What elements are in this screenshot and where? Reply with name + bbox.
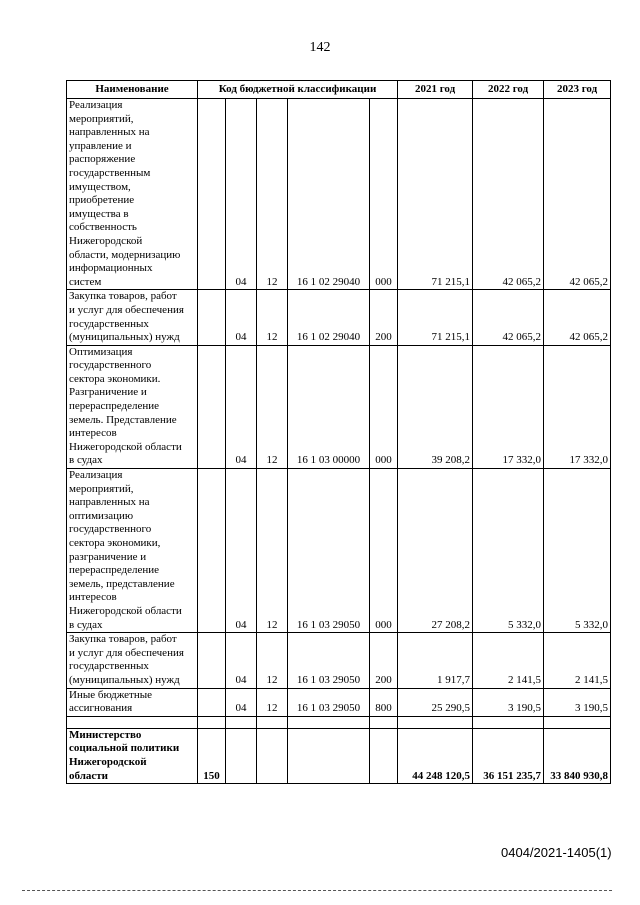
header-2023: 2023 год <box>544 81 611 99</box>
ministry-name: Министерство социальной политики Нижегородской области <box>67 728 198 783</box>
value-2021: 71 215,1 <box>398 290 473 345</box>
code-ministry <box>198 99 226 290</box>
total-2021: 44 248 120,5 <box>398 728 473 783</box>
code-expense-type: 000 <box>370 345 398 468</box>
code-subsection: 12 <box>257 688 288 716</box>
ministry-total-row <box>67 728 611 783</box>
code-subsection: 12 <box>257 633 288 688</box>
value-2022: 17 332,0 <box>473 345 544 468</box>
code-ministry <box>198 345 226 468</box>
ministry-code: 150 <box>198 728 226 783</box>
code-target: 16 1 03 29050 <box>288 688 370 716</box>
row-name: Закупка товаров, работ и услуг для обеспечения государственных (муниципальных) нужд <box>67 633 198 688</box>
value-2022: 42 065,2 <box>473 99 544 290</box>
page-number: 142 <box>309 40 331 55</box>
code-expense-type: 200 <box>370 633 398 688</box>
header-code: Код бюджетной классификации <box>198 81 398 99</box>
row-name: Оптимизация государственного сектора экономики. Разграничение и перераспределение земель. Представление интересов Нижегородской области в судах <box>67 345 198 468</box>
document-code: 0404/2021-1405(1) <box>501 845 612 860</box>
code-expense-type: 200 <box>370 290 398 345</box>
value-2022: 2 141,5 <box>473 633 544 688</box>
value-2022: 3 190,5 <box>473 688 544 716</box>
value-2021: 27 208,2 <box>398 469 473 633</box>
table-row <box>67 688 611 716</box>
total-2022: 36 151 235,7 <box>473 728 544 783</box>
code-ministry <box>198 688 226 716</box>
value-2021: 71 215,1 <box>398 99 473 290</box>
code-target: 16 1 02 29040 <box>288 290 370 345</box>
table-row <box>67 469 611 633</box>
row-name: Иные бюджетные ассигнования <box>67 688 198 716</box>
row-name: Закупка товаров, работ и услуг для обеспечения государственных (муниципальных) нужд <box>67 290 198 345</box>
value-2023: 42 065,2 <box>544 290 611 345</box>
total-2023: 33 840 930,8 <box>544 728 611 783</box>
header-name: Наименование <box>67 81 198 99</box>
code-subsection: 12 <box>257 469 288 633</box>
code-section: 04 <box>226 99 257 290</box>
code-section: 04 <box>226 469 257 633</box>
code-target: 16 1 03 29050 <box>288 633 370 688</box>
code-section: 04 <box>226 345 257 468</box>
code-section: 04 <box>226 633 257 688</box>
value-2021: 25 290,5 <box>398 688 473 716</box>
table-row <box>67 99 611 290</box>
code-target: 16 1 02 29040 <box>288 99 370 290</box>
value-2021: 39 208,2 <box>398 345 473 468</box>
spacer-row <box>67 716 611 728</box>
table-row <box>67 345 611 468</box>
code-section: 04 <box>226 290 257 345</box>
code-expense-type: 800 <box>370 688 398 716</box>
row-name: Реализация мероприятий, направленных на управление и распоряжение государственным имуществом, приобретение имущества в собственность Нижегородской области, модернизацию информационных систем <box>67 99 198 290</box>
value-2023: 3 190,5 <box>544 688 611 716</box>
code-target: 16 1 03 29050 <box>288 469 370 633</box>
budget-table <box>66 80 611 784</box>
header-2021: 2021 год <box>398 81 473 99</box>
code-ministry <box>198 290 226 345</box>
header-row <box>67 81 611 99</box>
value-2023: 5 332,0 <box>544 469 611 633</box>
bottom-divider <box>22 890 612 891</box>
value-2023: 42 065,2 <box>544 99 611 290</box>
code-section: 04 <box>226 688 257 716</box>
value-2022: 5 332,0 <box>473 469 544 633</box>
code-subsection: 12 <box>257 99 288 290</box>
code-expense-type: 000 <box>370 469 398 633</box>
table-row <box>67 633 611 688</box>
code-subsection: 12 <box>257 290 288 345</box>
value-2022: 42 065,2 <box>473 290 544 345</box>
row-name: Реализация мероприятий, направленных на оптимизацию государственного сектора экономики, разграничение и перераспределение земель, представление интересов Нижегородской области в судах <box>67 469 198 633</box>
code-subsection: 12 <box>257 345 288 468</box>
code-expense-type: 000 <box>370 99 398 290</box>
code-ministry <box>198 633 226 688</box>
value-2023: 2 141,5 <box>544 633 611 688</box>
value-2021: 1 917,7 <box>398 633 473 688</box>
code-ministry <box>198 469 226 633</box>
code-target: 16 1 03 00000 <box>288 345 370 468</box>
table-row <box>67 290 611 345</box>
value-2023: 17 332,0 <box>544 345 611 468</box>
header-2022: 2022 год <box>473 81 544 99</box>
